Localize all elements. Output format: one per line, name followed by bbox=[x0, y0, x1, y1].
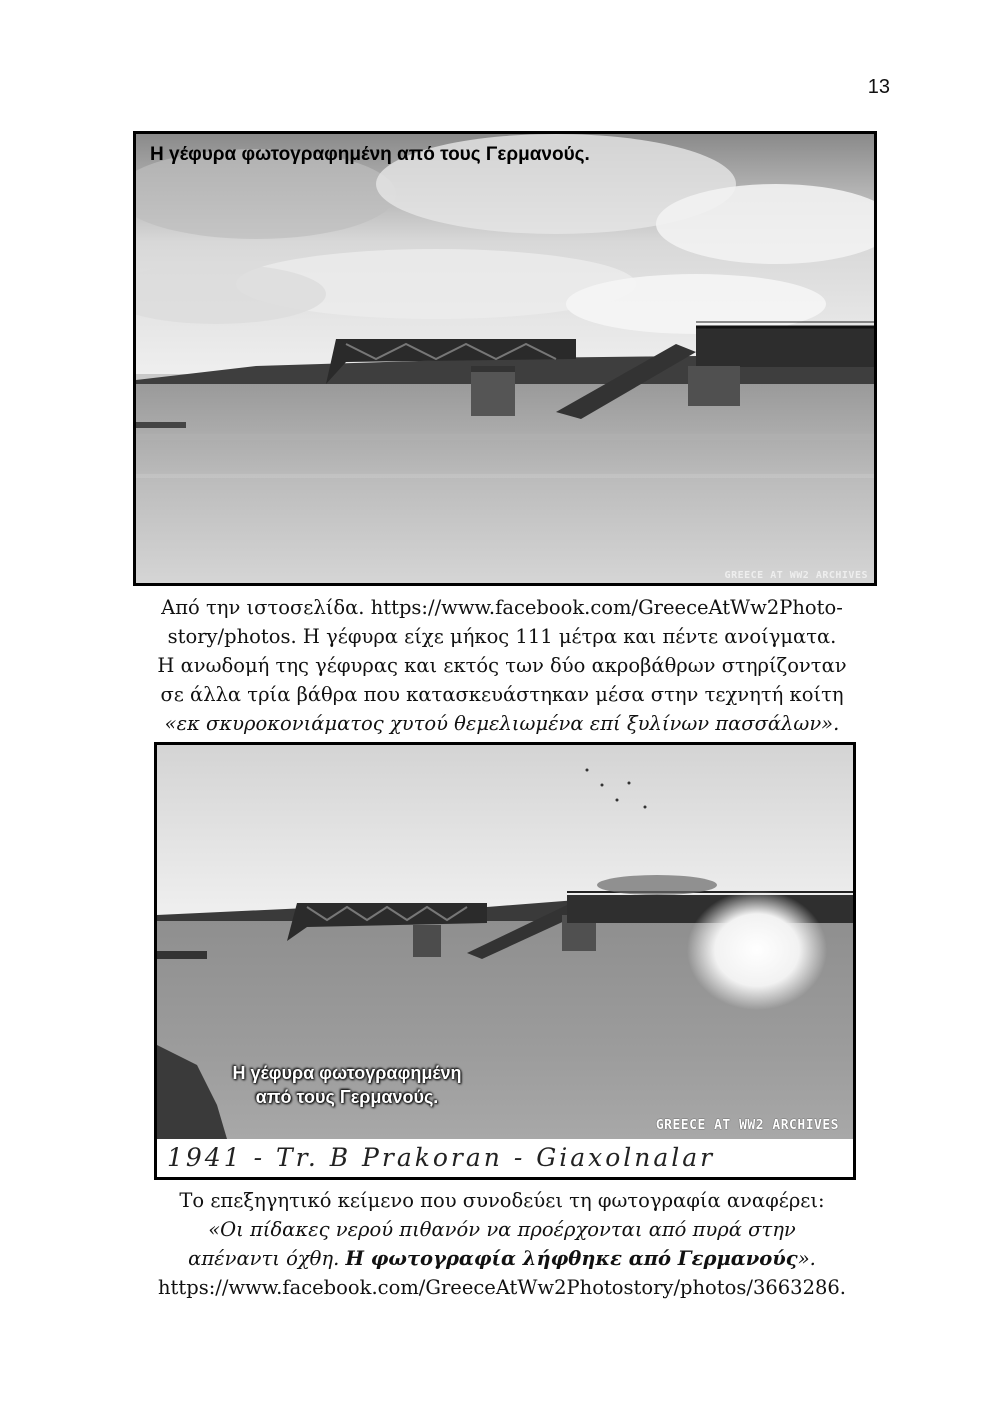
paragraph-2-line-3-b: Η φωτογραφία λήφθηκε από Γερμανούς bbox=[345, 1247, 798, 1270]
paragraph-1-line-5: «εκ σκυροκονιάματος χυτού θεμελιωμένα επί ξυλίνων πασσάλων». bbox=[164, 712, 840, 735]
paragraph-2 bbox=[120, 1186, 884, 1302]
paragraph-1 bbox=[120, 593, 884, 738]
bridge-photo-1 bbox=[133, 131, 877, 586]
photo-1-watermark: GREECE AT WW2 ARCHIVES bbox=[724, 570, 868, 581]
handwritten-note: 1941 - Tr. B Prakoran - Giaxolnalar bbox=[157, 1139, 853, 1177]
paragraph-1-line-1: Από την ιστοσελίδα. https://www.facebook.com/GreeceAtWw2Photo- bbox=[161, 596, 843, 619]
page-number: 13 bbox=[867, 76, 890, 98]
bridge-photo-2 bbox=[154, 742, 856, 1180]
photo-2-caption-line-1: Η γέφυρα φωτογραφημένη bbox=[232, 1063, 462, 1083]
photo-1-caption: Η γέφυρα φωτογραφημένη από τους Γερμανούς. bbox=[150, 144, 590, 165]
paragraph-2-line-2: «Οι πίδακες νερού πιθανόν να προέρχονται από πυρά στην bbox=[208, 1218, 796, 1241]
paragraph-1-line-3: Η ανωδομή της γέφυρας και εκτός των δύο ακροβάθρων στηρίζονταν bbox=[157, 654, 847, 677]
paragraph-1-line-2: story/photos. Η γέφυρα είχε μήκος 111 μέτρα και πέντε ανοίγματα. bbox=[167, 625, 837, 648]
paragraph-2-line-4: https://www.facebook.com/GreeceAtWw2Photostory/photos/3663286. bbox=[157, 1276, 846, 1299]
paragraph-2-line-1: Το επεξηγητικό κείμενο που συνοδεύει τη φωτογραφία αναφέρει: bbox=[179, 1189, 825, 1212]
paragraph-2-line-3-c: ». bbox=[797, 1247, 816, 1270]
paragraph-2-line-3-a: απέναντι όχθη. bbox=[188, 1247, 346, 1270]
photo-2-caption-line-2: από τους Γερμανούς. bbox=[255, 1087, 439, 1107]
bridge-photo-1-image bbox=[136, 134, 874, 583]
photo-2-watermark: GREECE AT WW2 ARCHIVES bbox=[655, 1118, 839, 1133]
bridge-photo-2-image bbox=[157, 745, 853, 1177]
paragraph-2-line-3 bbox=[120, 1244, 884, 1273]
photo-2-caption bbox=[217, 1061, 477, 1109]
paragraph-1-line-4: σε άλλα τρία βάθρα που κατασκευάστηκαν μέσα στην τεχνητή κοίτη bbox=[160, 683, 844, 706]
